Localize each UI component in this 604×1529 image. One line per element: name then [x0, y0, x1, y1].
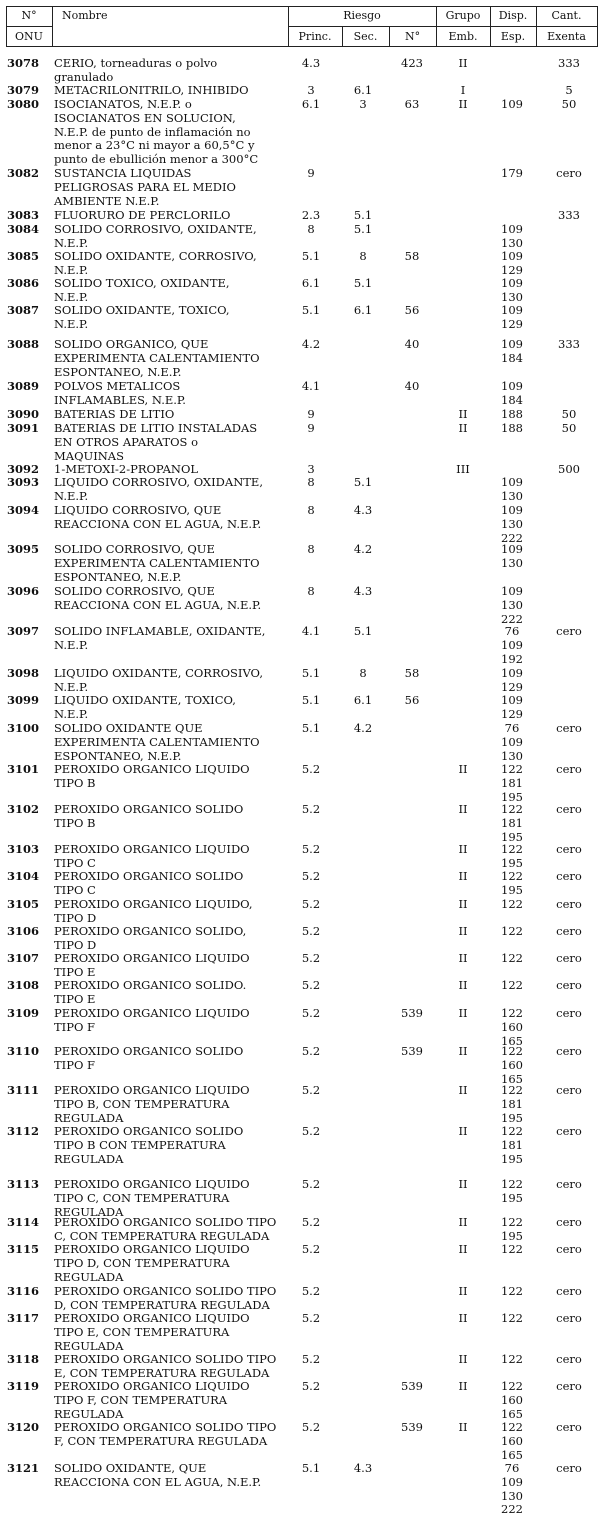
- cell-onu-code: 3093: [7, 475, 40, 489]
- cell-disp-esp: 122: [501, 1242, 523, 1256]
- cell-grupo-emb: II: [458, 1420, 468, 1434]
- cell-onu-code: 3099: [7, 693, 40, 707]
- cell-nombre: SOLIDO CORROSIVO, OXIDANTE, N.E.P.: [54, 222, 257, 250]
- cell-riesgo-princ: 5.2: [301, 951, 321, 965]
- cell-riesgo-princ: 5.2: [301, 1379, 321, 1393]
- cell-nombre: SOLIDO INFLAMABLE, OXIDANTE, N.E.P.: [54, 624, 266, 652]
- cell-disp-esp: 109 129: [501, 249, 523, 277]
- cell-onu-code: 3103: [7, 842, 40, 856]
- cell-nombre: PEROXIDO ORGANICO LIQUIDO TIPO F: [54, 1006, 250, 1034]
- cell-disp-esp: 122: [501, 924, 523, 938]
- cell-disp-esp: 122 181 195: [501, 1124, 523, 1166]
- cell-nombre: CERIO, torneaduras o polvo granulado: [54, 56, 218, 84]
- cell-cant-exenta: 5: [565, 83, 573, 97]
- cell-riesgo-sec: 6.1: [353, 83, 373, 97]
- cell-cant-exenta: cero: [556, 1420, 582, 1434]
- cell-grupo-emb: II: [458, 1284, 468, 1298]
- cell-onu-code: 3087: [7, 303, 40, 317]
- cell-cant-exenta: 50: [561, 97, 577, 111]
- cell-riesgo-princ: 4.1: [301, 379, 321, 393]
- cell-riesgo-princ: 5.2: [301, 1420, 321, 1434]
- header-top-border: [6, 6, 598, 7]
- cell-grupo-emb: II: [458, 951, 468, 965]
- cell-riesgo-num: 58: [404, 249, 420, 263]
- cell-riesgo-princ: 4.2: [301, 337, 321, 351]
- cell-riesgo-princ: 5.2: [301, 869, 321, 883]
- cell-riesgo-princ: 5.2: [301, 1311, 321, 1325]
- cell-riesgo-princ: 5.1: [301, 693, 321, 707]
- cell-onu-code: 3104: [7, 869, 40, 883]
- header-col-riesgo: Riesgo: [343, 9, 381, 22]
- cell-nombre: SOLIDO ORGANICO, QUE EXPERIMENTA CALENTAMIENTO ESPONTANEO, N.E.P.: [54, 337, 260, 379]
- cell-grupo-emb: II: [458, 762, 468, 776]
- cell-nombre: PEROXIDO ORGANICO LIQUIDO, TIPO D: [54, 897, 253, 925]
- cell-nombre: LIQUIDO CORROSIVO, OXIDANTE, N.E.P.: [54, 475, 263, 503]
- cell-riesgo-princ: 5.1: [301, 1461, 321, 1475]
- cell-grupo-emb: II: [458, 1044, 468, 1058]
- cell-cant-exenta: cero: [556, 721, 582, 735]
- cell-nombre: PEROXIDO ORGANICO SOLIDO TIPO D, CON TEMPERATURA REGULADA: [54, 1284, 277, 1312]
- cell-cant-exenta: cero: [556, 802, 582, 816]
- cell-cant-exenta: cero: [556, 1311, 582, 1325]
- cell-nombre: PEROXIDO ORGANICO SOLIDO TIPO E, CON TEMPERATURA REGULADA: [54, 1352, 277, 1380]
- cell-riesgo-princ: 5.1: [301, 303, 321, 317]
- cell-riesgo-sec: 5.1: [353, 475, 373, 489]
- cell-grupo-emb: II: [458, 924, 468, 938]
- cell-disp-esp: 109 130 222: [501, 503, 523, 545]
- cell-riesgo-princ: 2.3: [301, 208, 321, 222]
- cell-onu-code: 3088: [7, 337, 40, 351]
- cell-riesgo-num: 539: [401, 1420, 423, 1434]
- cell-nombre: SUSTANCIA LIQUIDAS PELIGROSAS PARA EL MEDIO AMBIENTE N.E.P.: [54, 166, 236, 208]
- cell-nombre: LIQUIDO CORROSIVO, QUE REACCIONA CON EL AGUA, N.E.P.: [54, 503, 262, 531]
- cell-onu-code: 3116: [7, 1284, 40, 1298]
- cell-riesgo-sec: 5.1: [353, 222, 373, 236]
- cell-cant-exenta: cero: [556, 924, 582, 938]
- cell-riesgo-princ: 9: [307, 166, 315, 180]
- cell-cant-exenta: cero: [556, 166, 582, 180]
- header-divider: [288, 26, 598, 27]
- cell-disp-esp: 109: [501, 97, 523, 111]
- cell-riesgo-princ: 5.2: [301, 1352, 321, 1366]
- cell-disp-esp: 122: [501, 978, 523, 992]
- cell-cant-exenta: cero: [556, 1379, 582, 1393]
- cell-onu-code: 3097: [7, 624, 40, 638]
- cell-disp-esp: 122 160 165: [501, 1379, 523, 1421]
- cell-nombre: PEROXIDO ORGANICO SOLIDO. TIPO E: [54, 978, 247, 1006]
- cell-onu-code: 3086: [7, 276, 40, 290]
- cell-nombre: LIQUIDO OXIDANTE, CORROSIVO, N.E.P.: [54, 666, 263, 694]
- cell-grupo-emb: II: [458, 1352, 468, 1366]
- cell-grupo-emb: II: [458, 869, 468, 883]
- cell-cant-exenta: cero: [556, 762, 582, 776]
- cell-cant-exenta: cero: [556, 1006, 582, 1020]
- cell-onu-code: 3105: [7, 897, 40, 911]
- cell-riesgo-sec: 4.3: [353, 503, 373, 517]
- cell-nombre: PEROXIDO ORGANICO SOLIDO TIPO B CON TEMPERATURA REGULADA: [54, 1124, 244, 1166]
- header-col-disp: Disp.: [498, 9, 528, 22]
- header-col-nombre: Nombre: [62, 9, 108, 22]
- cell-riesgo-princ: 5.2: [301, 1177, 321, 1191]
- cell-cant-exenta: cero: [556, 1284, 582, 1298]
- cell-riesgo-princ: 5.2: [301, 842, 321, 856]
- cell-riesgo-sec: 8: [359, 666, 367, 680]
- cell-cant-exenta: 50: [561, 421, 577, 435]
- header-col-divider: [52, 6, 53, 47]
- cell-riesgo-sec: 4.3: [353, 584, 373, 598]
- cell-riesgo-princ: 5.2: [301, 802, 321, 816]
- cell-grupo-emb: II: [458, 97, 468, 111]
- cell-disp-esp: 122 195: [501, 1177, 523, 1205]
- cell-disp-esp: 109 130: [501, 475, 523, 503]
- cell-onu-code: 3113: [7, 1177, 40, 1191]
- cell-riesgo-princ: 6.1: [301, 276, 321, 290]
- cell-grupo-emb: II: [458, 1242, 468, 1256]
- cell-nombre: SOLIDO TOXICO, OXIDANTE, N.E.P.: [54, 276, 230, 304]
- cell-grupo-emb: II: [458, 1083, 468, 1097]
- cell-grupo-emb: II: [458, 1124, 468, 1138]
- cell-cant-exenta: cero: [556, 951, 582, 965]
- cell-disp-esp: 188: [501, 407, 523, 421]
- cell-onu-code: 3080: [7, 97, 40, 111]
- cell-riesgo-sec: 8: [359, 249, 367, 263]
- cell-disp-esp: 109 130: [501, 222, 523, 250]
- cell-onu-code: 3092: [7, 462, 40, 476]
- cell-cant-exenta: 333: [558, 337, 580, 351]
- cell-riesgo-princ: 5.2: [301, 1215, 321, 1229]
- cell-disp-esp: 109 184: [501, 337, 523, 365]
- cell-nombre: METACRILONITRILO, INHIBIDO: [54, 83, 249, 97]
- cell-onu-code: 3121: [7, 1461, 40, 1475]
- header-col-exenta: Exenta: [547, 30, 586, 43]
- cell-riesgo-princ: 3: [307, 462, 315, 476]
- cell-onu-code: 3117: [7, 1311, 40, 1325]
- cell-onu-code: 3082: [7, 166, 40, 180]
- cell-cant-exenta: cero: [556, 897, 582, 911]
- cell-onu-code: 3108: [7, 978, 40, 992]
- cell-grupo-emb: II: [458, 1177, 468, 1191]
- cell-grupo-emb: I: [460, 83, 466, 97]
- cell-nombre: SOLIDO CORROSIVO, QUE EXPERIMENTA CALENTAMIENTO ESPONTANEO, N.E.P.: [54, 542, 260, 584]
- cell-cant-exenta: 50: [561, 407, 577, 421]
- cell-riesgo-princ: 5.2: [301, 762, 321, 776]
- cell-riesgo-princ: 8: [307, 475, 315, 489]
- cell-nombre: PEROXIDO ORGANICO SOLIDO TIPO F: [54, 1044, 244, 1072]
- cell-disp-esp: 188: [501, 421, 523, 435]
- cell-disp-esp: 122 181 195: [501, 802, 523, 844]
- cell-onu-code: 3115: [7, 1242, 40, 1256]
- cell-disp-esp: 122: [501, 1311, 523, 1325]
- cell-riesgo-princ: 4.1: [301, 624, 321, 638]
- header-col-onu: ONU: [15, 30, 43, 43]
- cell-disp-esp: 122 160 165: [501, 1420, 523, 1462]
- cell-riesgo-num: 56: [404, 693, 420, 707]
- header-col-emb: Emb.: [448, 30, 478, 43]
- cell-riesgo-princ: 8: [307, 584, 315, 598]
- cell-nombre: SOLIDO OXIDANTE, QUE REACCIONA CON EL AGUA, N.E.P.: [54, 1461, 262, 1489]
- cell-riesgo-princ: 3: [307, 83, 315, 97]
- cell-riesgo-sec: 6.1: [353, 303, 373, 317]
- cell-onu-code: 3078: [7, 56, 40, 70]
- cell-riesgo-num: 539: [401, 1006, 423, 1020]
- cell-onu-code: 3096: [7, 584, 40, 598]
- cell-riesgo-princ: 8: [307, 542, 315, 556]
- cell-riesgo-num: 63: [404, 97, 420, 111]
- cell-nombre: PEROXIDO ORGANICO SOLIDO TIPO F, CON TEMPERATURA REGULADA: [54, 1420, 277, 1448]
- cell-grupo-emb: II: [458, 978, 468, 992]
- header-divider: [6, 26, 52, 27]
- header-col-no: N°: [21, 9, 37, 22]
- cell-grupo-emb: II: [458, 421, 468, 435]
- cell-cant-exenta: cero: [556, 1044, 582, 1058]
- cell-disp-esp: 109 184: [501, 379, 523, 407]
- cell-cant-exenta: cero: [556, 842, 582, 856]
- cell-nombre: PEROXIDO ORGANICO LIQUIDO TIPO E, CON TEMPERATURA REGULADA: [54, 1311, 250, 1353]
- cell-nombre: PEROXIDO ORGANICO SOLIDO, TIPO D: [54, 924, 247, 952]
- cell-onu-code: 3098: [7, 666, 40, 680]
- cell-nombre: PEROXIDO ORGANICO LIQUIDO TIPO C: [54, 842, 250, 870]
- cell-riesgo-princ: 9: [307, 407, 315, 421]
- cell-nombre: SOLIDO OXIDANTE, CORROSIVO, N.E.P.: [54, 249, 257, 277]
- cell-riesgo-princ: 5.2: [301, 1284, 321, 1298]
- cell-riesgo-princ: 8: [307, 222, 315, 236]
- cell-riesgo-princ: 5.2: [301, 1006, 321, 1020]
- cell-onu-code: 3091: [7, 421, 40, 435]
- cell-onu-code: 3120: [7, 1420, 40, 1434]
- cell-onu-code: 3094: [7, 503, 40, 517]
- cell-cant-exenta: cero: [556, 1352, 582, 1366]
- cell-cant-exenta: 333: [558, 56, 580, 70]
- cell-disp-esp: 109 129: [501, 693, 523, 721]
- cell-nombre: BATERIAS DE LITIO INSTALADAS EN OTROS APARATOS o MAQUINAS: [54, 421, 258, 463]
- cell-disp-esp: 122 195: [501, 842, 523, 870]
- cell-cant-exenta: cero: [556, 1083, 582, 1097]
- cell-onu-code: 3107: [7, 951, 40, 965]
- cell-nombre: SOLIDO OXIDANTE QUE EXPERIMENTA CALENTAMIENTO ESPONTANEO, N.E.P.: [54, 721, 260, 763]
- cell-onu-code: 3100: [7, 721, 40, 735]
- cell-nombre: PEROXIDO ORGANICO SOLIDO TIPO C, CON TEMPERATURA REGULADA: [54, 1215, 277, 1243]
- cell-nombre: BATERIAS DE LITIO: [54, 407, 175, 421]
- cell-riesgo-princ: 8: [307, 503, 315, 517]
- cell-onu-code: 3112: [7, 1124, 40, 1138]
- header-bottom-border: [6, 46, 598, 47]
- cell-nombre: PEROXIDO ORGANICO SOLIDO TIPO C: [54, 869, 244, 897]
- header-col-esp: Esp.: [500, 30, 526, 43]
- cell-riesgo-sec: 5.1: [353, 276, 373, 290]
- header-col-princ: Princ.: [298, 30, 332, 43]
- cell-nombre: 1-METOXI-2-PROPANOL: [54, 462, 199, 476]
- cell-riesgo-sec: 4.2: [353, 721, 373, 735]
- cell-riesgo-princ: 5.2: [301, 1242, 321, 1256]
- cell-riesgo-princ: 5.2: [301, 897, 321, 911]
- cell-riesgo-sec: 5.1: [353, 208, 373, 222]
- cell-riesgo-num: 539: [401, 1379, 423, 1393]
- cell-onu-code: 3090: [7, 407, 40, 421]
- cell-cant-exenta: cero: [556, 1124, 582, 1138]
- cell-nombre: POLVOS METALICOS INFLAMABLES, N.E.P.: [54, 379, 186, 407]
- cell-cant-exenta: cero: [556, 978, 582, 992]
- cell-nombre: PEROXIDO ORGANICO LIQUIDO TIPO C, CON TEMPERATURA REGULADA: [54, 1177, 250, 1219]
- header-col-grupo: Grupo: [445, 9, 481, 22]
- cell-disp-esp: 122 195: [501, 1215, 523, 1243]
- cell-grupo-emb: II: [458, 802, 468, 816]
- cell-grupo-emb: II: [458, 1311, 468, 1325]
- cell-onu-code: 3118: [7, 1352, 40, 1366]
- cell-disp-esp: 122 160 165: [501, 1044, 523, 1086]
- cell-riesgo-princ: 5.2: [301, 978, 321, 992]
- cell-grupo-emb: III: [456, 462, 470, 476]
- cell-onu-code: 3114: [7, 1215, 40, 1229]
- cell-onu-code: 3089: [7, 379, 40, 393]
- cell-riesgo-num: 58: [404, 666, 420, 680]
- cell-onu-code: 3109: [7, 1006, 40, 1020]
- cell-riesgo-num: 539: [401, 1044, 423, 1058]
- cell-nombre: ISOCIANATOS, N.E.P. o ISOCIANATOS EN SOLUCION, N.E.P. de punto de inflamación no menor a 23°C ni mayor a 60,5°C y punto de ebullición menor a 300°C: [54, 97, 259, 167]
- cell-riesgo-princ: 9: [307, 421, 315, 435]
- cell-nombre: PEROXIDO ORGANICO SOLIDO TIPO B: [54, 802, 244, 830]
- cell-disp-esp: 109 130: [501, 542, 523, 570]
- cell-disp-esp: 122: [501, 951, 523, 965]
- cell-disp-esp: 109 129: [501, 666, 523, 694]
- cell-disp-esp: 109 130: [501, 276, 523, 304]
- cell-riesgo-princ: 5.2: [301, 1124, 321, 1138]
- cell-riesgo-princ: 6.1: [301, 97, 321, 111]
- cell-riesgo-num: 423: [401, 56, 423, 70]
- cell-nombre: LIQUIDO OXIDANTE, TOXICO, N.E.P.: [54, 693, 236, 721]
- header-col-num: N°: [404, 30, 421, 43]
- cell-onu-code: 3083: [7, 208, 40, 222]
- cell-cant-exenta: cero: [556, 624, 582, 638]
- cell-grupo-emb: II: [458, 1379, 468, 1393]
- cell-riesgo-num: 40: [404, 379, 420, 393]
- cell-disp-esp: 179: [501, 166, 523, 180]
- header-col-divider: [597, 6, 598, 47]
- cell-nombre: PEROXIDO ORGANICO LIQUIDO TIPO E: [54, 951, 250, 979]
- cell-riesgo-princ: 5.2: [301, 924, 321, 938]
- cell-nombre: SOLIDO OXIDANTE, TOXICO, N.E.P.: [54, 303, 230, 331]
- cell-nombre: SOLIDO CORROSIVO, QUE REACCIONA CON EL AGUA, N.E.P.: [54, 584, 262, 612]
- cell-riesgo-princ: 5.1: [301, 666, 321, 680]
- header-col-sec: Sec.: [353, 30, 378, 43]
- cell-cant-exenta: cero: [556, 1461, 582, 1475]
- cell-riesgo-sec: 4.3: [353, 1461, 373, 1475]
- cell-disp-esp: 122 181 195: [501, 762, 523, 804]
- cell-nombre: PEROXIDO ORGANICO LIQUIDO TIPO B, CON TEMPERATURA REGULADA: [54, 1083, 250, 1125]
- cell-onu-code: 3085: [7, 249, 40, 263]
- cell-riesgo-princ: 4.3: [301, 56, 321, 70]
- cell-disp-esp: 122 181 195: [501, 1083, 523, 1125]
- cell-riesgo-princ: 5.2: [301, 1083, 321, 1097]
- cell-riesgo-sec: 5.1: [353, 624, 373, 638]
- cell-riesgo-num: 40: [404, 337, 420, 351]
- cell-onu-code: 3119: [7, 1379, 40, 1393]
- cell-nombre: PEROXIDO ORGANICO LIQUIDO TIPO D, CON TEMPERATURA REGULADA: [54, 1242, 250, 1284]
- cell-cant-exenta: 333: [558, 208, 580, 222]
- cell-grupo-emb: II: [458, 1006, 468, 1020]
- cell-cant-exenta: cero: [556, 1242, 582, 1256]
- cell-cant-exenta: 500: [558, 462, 580, 476]
- cell-riesgo-sec: 3: [359, 97, 367, 111]
- cell-onu-code: 3102: [7, 802, 40, 816]
- cell-onu-code: 3095: [7, 542, 40, 556]
- cell-disp-esp: 122: [501, 897, 523, 911]
- cell-nombre: PEROXIDO ORGANICO LIQUIDO TIPO F, CON TEMPERATURA REGULADA: [54, 1379, 250, 1421]
- header-col-cant: Cant.: [551, 9, 582, 22]
- cell-disp-esp: 122 195: [501, 869, 523, 897]
- cell-nombre: PEROXIDO ORGANICO LIQUIDO TIPO B: [54, 762, 250, 790]
- cell-onu-code: 3111: [7, 1083, 40, 1097]
- cell-riesgo-sec: 4.2: [353, 542, 373, 556]
- cell-nombre: FLUORURO DE PERCLORILO: [54, 208, 231, 222]
- cell-disp-esp: 122 160 165: [501, 1006, 523, 1048]
- cell-riesgo-princ: 5.1: [301, 721, 321, 735]
- cell-riesgo-num: 56: [404, 303, 420, 317]
- cell-disp-esp: 109 130 222: [501, 584, 523, 626]
- cell-disp-esp: 122: [501, 1284, 523, 1298]
- table-header: [6, 6, 598, 46]
- cell-cant-exenta: cero: [556, 1215, 582, 1229]
- cell-riesgo-sec: 6.1: [353, 693, 373, 707]
- cell-disp-esp: 76 109 130: [501, 721, 523, 763]
- cell-disp-esp: 109 129: [501, 303, 523, 331]
- cell-onu-code: 3101: [7, 762, 40, 776]
- cell-grupo-emb: II: [458, 407, 468, 421]
- cell-onu-code: 3110: [7, 1044, 40, 1058]
- cell-onu-code: 3084: [7, 222, 40, 236]
- cell-onu-code: 3079: [7, 83, 40, 97]
- cell-disp-esp: 76 109 130 222: [501, 1461, 523, 1517]
- cell-grupo-emb: II: [458, 1215, 468, 1229]
- cell-grupo-emb: II: [458, 842, 468, 856]
- cell-grupo-emb: II: [458, 897, 468, 911]
- cell-onu-code: 3106: [7, 924, 40, 938]
- cell-cant-exenta: cero: [556, 869, 582, 883]
- cell-riesgo-princ: 5.2: [301, 1044, 321, 1058]
- cell-grupo-emb: II: [458, 56, 468, 70]
- cell-disp-esp: 122: [501, 1352, 523, 1366]
- cell-riesgo-princ: 5.1: [301, 249, 321, 263]
- cell-cant-exenta: cero: [556, 1177, 582, 1191]
- cell-disp-esp: 76 109 192: [501, 624, 523, 666]
